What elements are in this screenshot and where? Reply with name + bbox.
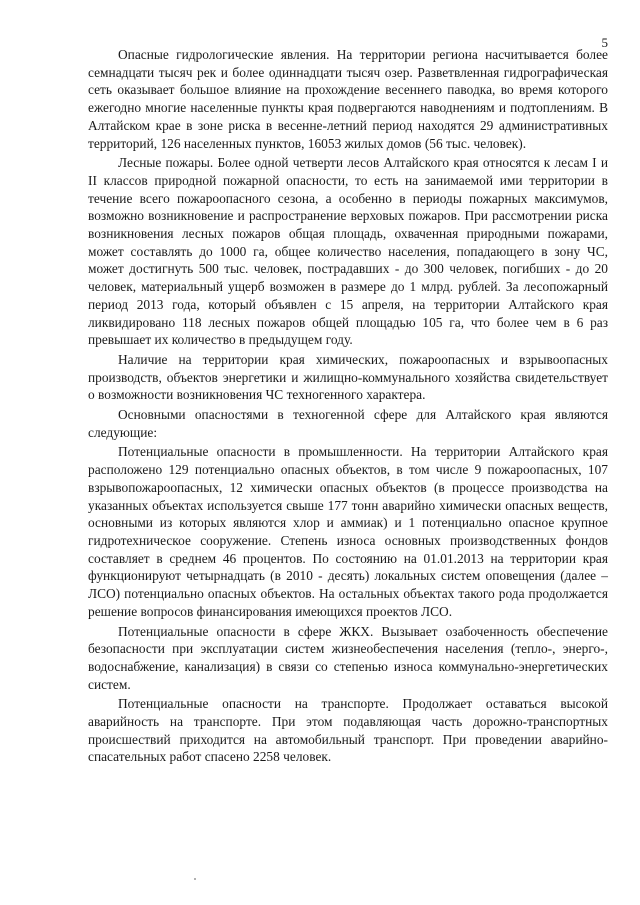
paragraph-technogenic-presence: Наличие на территории края химических, пожароопасных и взрывоопасных производств, объектов энергетики и жилищно-коммунального хозяйства свидетельствует о возможности возникновения ЧС техногенного характера. bbox=[88, 351, 608, 403]
page-number: 5 bbox=[601, 35, 608, 50]
paragraph-housing-utilities-hazards: Потенциальные опасности в сфере ЖКХ. Вызывает озабоченность обеспечение безопасности при эксплуатации систем жизнеобеспечения населения (тепло-, энерго-, водоснабжение, канализация) в связи со степенью износа коммунально-энергетических систем. bbox=[88, 623, 608, 692]
scan-artifact bbox=[194, 878, 196, 880]
paragraph-transport-hazards: Потенциальные опасности на транспорте. Продолжает оставаться высокой аварийность на транспорте. При этом подавляющая часть дорожно-транспортных происшествий приходится на автомобильный транспорт. При проведении аварийно-спасательных работ спасено 2258 человек. bbox=[88, 696, 608, 765]
paragraph-industrial-hazards: Потенциальные опасности в промышленности. На территории Алтайского края расположено 129 потенциально опасных объектов, в том числе 9 пожароопасных, 107 взрывопожароопасных, 12 химически опасных объектов (в процессе производства на указанных объектах используется свыше 177 тонн аварийно химически опасных веществ, основными из которых являются хлор и аммиак) и 1 потенциально опасное крупное гидротехническое сооружение. Степень износа основных производственных фондов составляет в среднем 46 процентов. По состоянию на 01.01.2013 на территории края функционируют четырнадцать (в 2010 - десять) локальных систем оповещения (далее – ЛСО) потенциально опасных объектов. На остальных объектах такого рода продолжается решение вопросов финансирования имеющихся проектов ЛСО. bbox=[88, 444, 608, 619]
paragraph-forest-fires: Лесные пожары. Более одной четверти лесов Алтайского края относятся к лесам I и II классов природной пожарной опасности, то есть на занимаемой ими территории в течение всего пожароопасного сезона, а особенно в периоды пожарных максимумов, возможно возникновение и распространение верховых пожаров. При рассмотрении риска возникновения лесных пожаров общая площадь, охваченная природными пожарами, может составлять до 1000 га, общее количество населения, попадающего в зону ЧС, может достигнуть 500 тыс. человек, пострадавших - до 300 человек, погибших - до 20 человек, материальный ущерб возможен в размере до 1 млрд. рублей. За лесопожарный период 2013 года, который объявлен с 15 апреля, на территории Алтайского края ликвидировано 118 лесных пожаров общей площадью 105 га, что более чем в 6 раз превышает их количество в предыдущем году. bbox=[88, 155, 608, 348]
document-body bbox=[88, 46, 608, 767]
paragraph-main-hazards-intro: Основными опасностями в техногенной сфере для Алтайского края являются следующие: bbox=[88, 407, 608, 440]
paragraph-hydrological-hazards: Опасные гидрологические явления. На территории региона насчитывается более семнадцати тысяч рек и более одиннадцати тысяч озер. Разветвленная гидрографическая сеть оказывает большое влияние на прохождение весеннего паводка, во время которого ежегодно многие населенные пункты края подвергаются наводнениям и подтоплениям. В Алтайском крае в зоне риска в весенне-летний период находятся 29 административных территорий, 126 населенных пунктов, 16053 жилых домов (56 тыс. человек). bbox=[88, 47, 608, 151]
